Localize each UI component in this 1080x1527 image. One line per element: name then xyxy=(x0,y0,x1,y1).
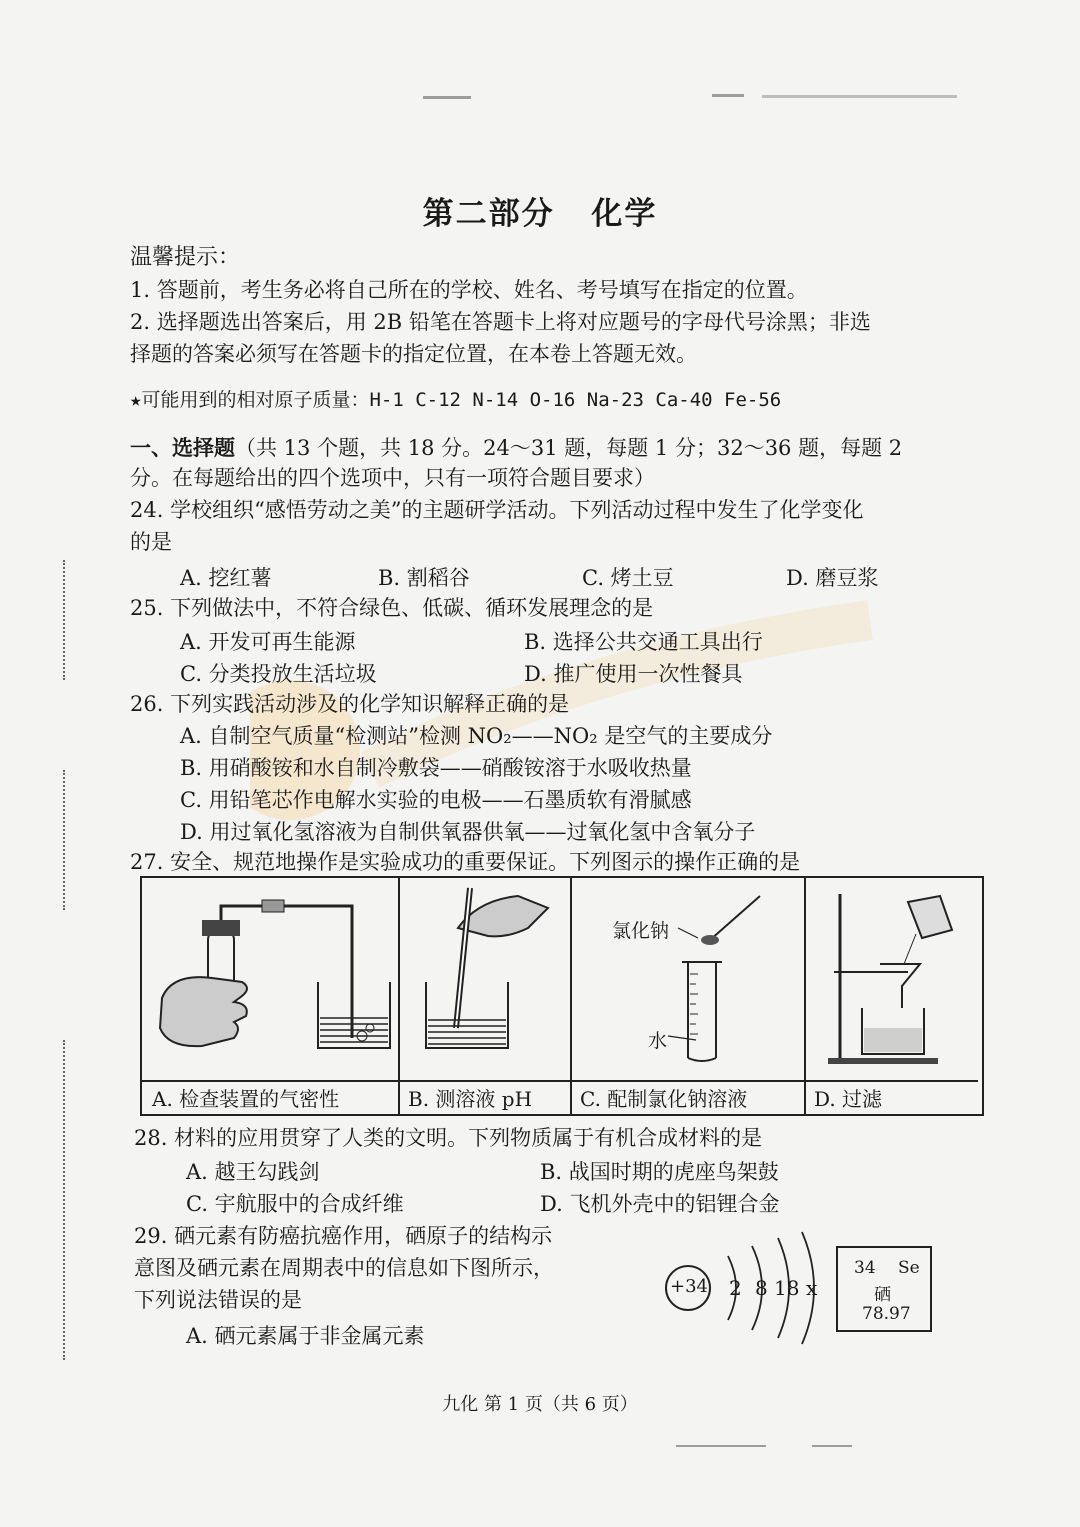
scan-mark xyxy=(762,95,957,98)
q27-caption-b: B. 测溶液 pH xyxy=(398,1080,570,1114)
q26-option-c[interactable]: C. 用铅笔芯作电解水实验的电极——石墨质软有滑腻感 xyxy=(180,788,692,812)
q25-option-b[interactable]: B. 选择公共交通工具出行 xyxy=(524,630,763,654)
q27-caption-a: A. 检查装置的气密性 xyxy=(142,1080,398,1114)
ph-test-icon xyxy=(398,878,570,1078)
q25-stem: 25. 下列做法中，不符合绿色、低碳、循环发展理念的是 xyxy=(130,596,654,620)
q29-stem-b: 意图及硒元素在周期表中的信息如下图所示， xyxy=(134,1256,554,1280)
q29-stem-a: 29. 硒元素有防癌抗癌作用，硒原子的结构示 xyxy=(134,1224,553,1248)
q28-option-a[interactable]: A. 越王勾践剑 xyxy=(186,1160,320,1184)
scan-mark xyxy=(712,94,744,97)
tips-heading: 温馨提示： xyxy=(130,245,241,270)
title-part: 第二部分 xyxy=(422,196,555,232)
q24-stem-a: 24. 学校组织“感悟劳动之美”的主题研学活动。下列活动过程中发生了化学变化 xyxy=(130,498,864,522)
section-header xyxy=(130,432,902,464)
page-footer: 九化 第 1 页（共 6 页） xyxy=(442,1394,638,1415)
atom-nucleus-charge: +34 xyxy=(670,1276,708,1297)
q25-option-d[interactable]: D. 推广使用一次性餐具 xyxy=(524,662,743,686)
q29-option-a[interactable]: A. 硒元素属于非金属元素 xyxy=(186,1324,425,1348)
tips-line-2b: 择题的答案必须写在答题卡的指定位置，在本卷上答题无效。 xyxy=(130,342,697,366)
q27-caption-d: D. 过滤 xyxy=(804,1080,978,1114)
q28-stem: 28. 材料的应用贯穿了人类的文明。下列物质属于有机合成材料的是 xyxy=(134,1126,763,1150)
airtightness-apparatus-icon xyxy=(142,878,398,1078)
q26-stem: 26. 下列实践活动涉及的化学知识解释正确的是 xyxy=(130,692,570,716)
tips-line-1: 1. 答题前，考生务必将自己所在的学校、姓名、考号填写在指定的位置。 xyxy=(130,278,808,302)
atomic-mass-line: ★可能用到的相对原子质量：H-1 C-12 N-14 O-16 Na-23 Ca-40 Fe-56 xyxy=(130,389,782,411)
q27-caption-c: C. 配制氯化钠溶液 xyxy=(570,1080,804,1114)
element-symbol: Se xyxy=(898,1258,920,1278)
q27-label-nacl: 氯化钠 xyxy=(612,920,670,942)
shell-4-electrons: x xyxy=(806,1276,818,1300)
q27-stem: 27. 安全、规范地操作是实验成功的重要保证。下列图示的操作正确的是 xyxy=(130,850,801,874)
q24-option-a[interactable]: A. 挖红薯 xyxy=(180,566,272,590)
q26-option-d[interactable]: D. 用过氧化氢溶液为自制供氧器供氧——过氧化氢中含氧分子 xyxy=(180,820,756,844)
shell-1-electrons: 2 xyxy=(729,1276,742,1300)
measuring-cylinder-icon xyxy=(570,878,804,1078)
periodic-table-cell xyxy=(836,1246,932,1332)
q25-option-c[interactable]: C. 分类投放生活垃圾 xyxy=(180,662,377,686)
scan-mark xyxy=(423,96,471,99)
shell-2-electrons: 8 xyxy=(755,1276,768,1300)
q24-option-c[interactable]: C. 烤土豆 xyxy=(582,566,674,590)
q24-option-d[interactable]: D. 磨豆浆 xyxy=(786,566,879,590)
binding-dotted-line xyxy=(63,1040,65,1360)
q28-option-c[interactable]: C. 宇航服中的合成纤维 xyxy=(186,1192,404,1216)
q26-option-b[interactable]: B. 用硝酸铵和水自制冷敷袋——硝酸铵溶于水吸收热量 xyxy=(180,756,692,780)
q27-cell-a[interactable] xyxy=(142,878,400,1114)
page-title xyxy=(0,188,1080,233)
section-desc-b: 分。在每题给出的四个选项中，只有一项符合题目要求） xyxy=(130,466,655,490)
section-desc-a: （共 13 个题，共 18 分。24～31 题，每题 1 分；32～36 题，每题 2 xyxy=(235,436,903,460)
scan-mark xyxy=(676,1445,766,1447)
q28-option-b[interactable]: B. 战国时期的虎座鸟架鼓 xyxy=(540,1160,779,1184)
q29-stem-c: 下列说法错误的是 xyxy=(134,1288,302,1312)
q27-label-water: 水 xyxy=(648,1030,668,1052)
q24-stem-b: 的是 xyxy=(130,530,172,554)
atomic-number: 34 xyxy=(854,1258,876,1278)
tips-line-2a: 2. 选择题选出答案后，用 2B 铅笔在答题卡上将对应题号的字母代号涂黑；非选 xyxy=(130,310,871,334)
binding-dotted-line xyxy=(63,770,65,910)
element-name: 硒 xyxy=(874,1285,891,1305)
filtration-setup-icon xyxy=(804,878,978,1078)
binding-dotted-line xyxy=(63,560,65,680)
q27-figure-table xyxy=(140,876,984,1116)
q28-option-d[interactable]: D. 飞机外壳中的铝锂合金 xyxy=(540,1192,780,1216)
q24-option-b[interactable]: B. 割稻谷 xyxy=(378,566,470,590)
q25-option-a[interactable]: A. 开发可再生能源 xyxy=(180,630,356,654)
q26-option-a[interactable]: A. 自制空气质量“检测站”检测 NO₂——NO₂ 是空气的主要成分 xyxy=(180,724,773,748)
scan-mark xyxy=(812,1445,852,1447)
shell-3-electrons: 18 xyxy=(774,1276,800,1300)
q27-cell-c[interactable] xyxy=(570,878,806,1114)
atomic-mass: 78.97 xyxy=(862,1304,911,1324)
q27-cell-b[interactable] xyxy=(398,878,572,1114)
section-heading: 一、选择题 xyxy=(130,435,235,460)
title-subject: 化学 xyxy=(591,196,658,232)
q27-cell-d[interactable] xyxy=(804,878,978,1114)
